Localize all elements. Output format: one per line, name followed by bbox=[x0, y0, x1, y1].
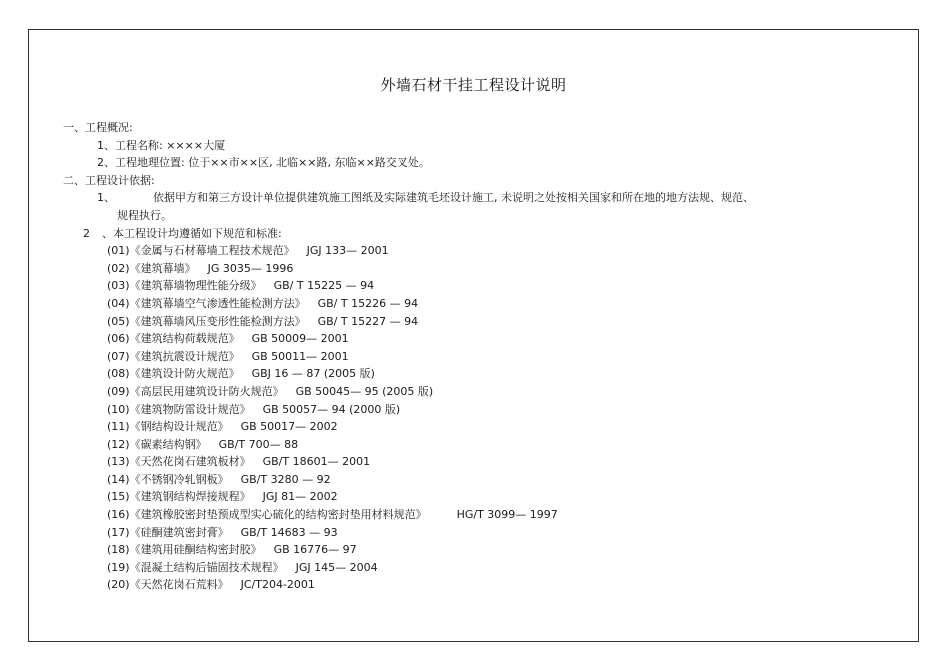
standard-code: HG/T 3099— 1997 bbox=[456, 508, 558, 522]
standard-name: (15)《建筑钢结构焊接规程》 bbox=[107, 490, 251, 504]
design-basis-item-1-text: 依据甲方和第三方设计单位提供建筑施工图纸及实际建筑毛坯设计施工, 未说明之处按相关国家和所在地的地方法规、规范、 bbox=[153, 191, 754, 205]
standard-name: (12)《碳素结构钢》 bbox=[107, 437, 207, 451]
standard-item-20 bbox=[63, 576, 893, 594]
standard-name: (10)《建筑物防雷设计规范》 bbox=[107, 402, 251, 416]
document-title: 外墙石材干挂工程设计说明 bbox=[380, 76, 567, 94]
standard-name: (19)《混凝土结构后锚固技术规程》 bbox=[107, 560, 284, 574]
standard-item-04 bbox=[63, 295, 893, 313]
standard-name: (06)《建筑结构荷载规范》 bbox=[107, 332, 240, 346]
section-2-heading: 二、工程设计依据: bbox=[63, 173, 155, 187]
standard-code: GB/ T 15225 — 94 bbox=[273, 279, 375, 293]
standard-code: GB 50011— 2001 bbox=[251, 349, 349, 363]
standard-name: (11)《钢结构设计规范》 bbox=[107, 420, 229, 434]
standard-code: GB/T 700— 88 bbox=[218, 437, 299, 451]
standard-name: (14)《不锈钢冷轧钢板》 bbox=[107, 472, 229, 486]
standard-name: (09)《高层民用建筑设计防火规范》 bbox=[107, 384, 284, 398]
design-basis-item-1 bbox=[63, 189, 893, 207]
standard-name: (20)《天然花岗石荒料》 bbox=[107, 578, 229, 592]
standard-name: (05)《建筑幕墙风压变形性能检测方法》 bbox=[107, 314, 306, 328]
standard-item-19 bbox=[63, 559, 893, 577]
design-basis-item-2-text: 、本工程设计均遵循如下规范和标准: bbox=[102, 226, 282, 240]
standard-code: JG 3035— 1996 bbox=[207, 261, 294, 275]
standard-code: GB/ T 15227 — 94 bbox=[317, 314, 419, 328]
standard-name: (07)《建筑抗震设计规范》 bbox=[107, 349, 240, 363]
standard-item-09 bbox=[63, 383, 893, 401]
standard-item-11 bbox=[63, 418, 893, 436]
standard-code: GB/ T 15226 — 94 bbox=[317, 296, 419, 310]
standard-name: (08)《建筑设计防火规范》 bbox=[107, 367, 240, 381]
standard-item-05 bbox=[63, 313, 893, 331]
standard-item-10 bbox=[63, 401, 893, 419]
standard-item-15 bbox=[63, 488, 893, 506]
design-basis-item-2-number: 2 bbox=[83, 226, 90, 240]
standard-item-18 bbox=[63, 541, 893, 559]
design-basis-item-1-number: 1、 bbox=[97, 191, 115, 205]
standard-code: GB 50045— 95 (2005 版) bbox=[295, 384, 434, 398]
standard-code: GB 50009— 2001 bbox=[251, 332, 349, 346]
standard-code: JGJ 133— 2001 bbox=[306, 244, 389, 258]
standard-item-17 bbox=[63, 524, 893, 542]
standard-name: (17)《硅酮建筑密封膏》 bbox=[107, 525, 229, 539]
standard-item-02 bbox=[63, 260, 893, 278]
standard-name: (16)《建筑橡胶密封垫预成型实心硫化的结构密封垫用材料规范》 bbox=[107, 508, 427, 522]
design-basis-item-2 bbox=[63, 225, 893, 243]
standard-name: (04)《建筑幕墙空气渗透性能检测方法》 bbox=[107, 296, 306, 310]
standard-code: GBJ 16 — 87 (2005 版) bbox=[251, 367, 375, 381]
standard-name: (18)《建筑用硅酮结构密封胶》 bbox=[107, 543, 262, 557]
standard-item-03 bbox=[63, 277, 893, 295]
standard-code: JGJ 145— 2004 bbox=[295, 560, 378, 574]
standard-item-06 bbox=[63, 330, 893, 348]
project-location-item: 2、工程地理位置: 位于××市××区, 北临××路, 东临××路交叉处。 bbox=[97, 156, 430, 170]
standard-name: (13)《天然花岗石建筑板材》 bbox=[107, 455, 251, 469]
standard-code: GB 16776— 97 bbox=[273, 543, 357, 557]
standard-item-14 bbox=[63, 471, 893, 489]
standard-item-16 bbox=[63, 506, 893, 524]
standard-code: GB 50057— 94 (2000 版) bbox=[262, 402, 401, 416]
standard-name: (03)《建筑幕墙物理性能分级》 bbox=[107, 279, 262, 293]
document-body bbox=[63, 119, 893, 594]
standard-code: GB/T 3280 — 92 bbox=[240, 472, 331, 486]
standard-name: (01)《金属与石材幕墙工程技术规范》 bbox=[107, 244, 295, 258]
standard-code: GB 50017— 2002 bbox=[240, 420, 338, 434]
standard-code: GB/T 14683 — 93 bbox=[240, 525, 338, 539]
standard-item-13 bbox=[63, 453, 893, 471]
standard-code: GB/T 18601— 2001 bbox=[262, 455, 371, 469]
standard-code: JGJ 81— 2002 bbox=[262, 490, 338, 504]
standard-item-01 bbox=[63, 242, 893, 260]
section-1-heading: 一、工程概况: bbox=[63, 121, 133, 134]
document-sheet bbox=[28, 29, 919, 642]
project-name-item: 1、工程名称: ××××大厦 bbox=[97, 138, 226, 152]
standards-list bbox=[63, 242, 893, 594]
standard-name: (02)《建筑幕墙》 bbox=[107, 261, 196, 275]
design-basis-item-1-continued: 规程执行。 bbox=[117, 208, 172, 222]
standard-code: JC/T204-2001 bbox=[240, 578, 315, 592]
standard-item-08 bbox=[63, 365, 893, 383]
standard-item-07 bbox=[63, 348, 893, 366]
standard-item-12 bbox=[63, 436, 893, 454]
